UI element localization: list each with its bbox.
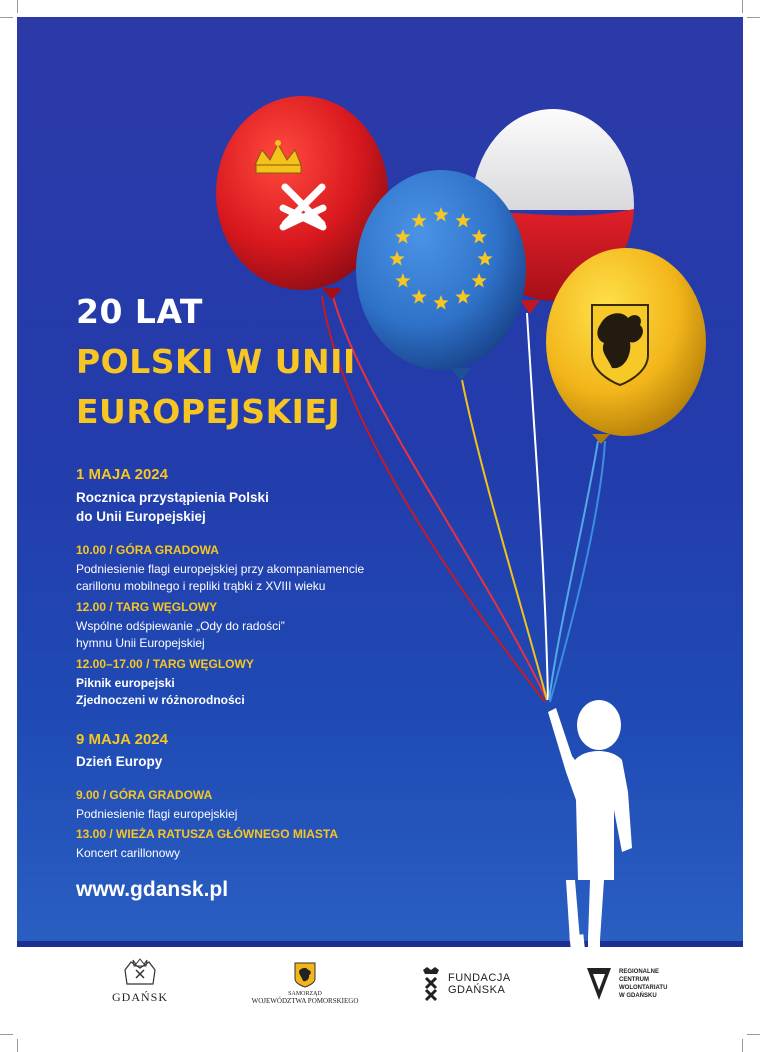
samorzad-logo-text: SAMORZĄD bbox=[288, 991, 322, 997]
schedule-description: hymnu Unii Europejskiej bbox=[76, 636, 205, 650]
fundacja-logo-text: GDAŃSKA bbox=[448, 984, 506, 996]
schedule-time: 10.00 / GÓRA GRADOWA bbox=[76, 543, 219, 557]
eu-flag-balloon bbox=[356, 170, 526, 381]
rcw-logo-text: REGIONALNE bbox=[619, 969, 660, 975]
schedule-description: Koncert carillonowy bbox=[76, 846, 181, 860]
fundacja-gdanska-icon bbox=[420, 966, 442, 1002]
website-link[interactable]: www.gdansk.pl bbox=[76, 878, 229, 901]
schedule-description: Piknik europejski bbox=[76, 676, 175, 690]
schedule-description: Podniesienie flagi europejskiej bbox=[76, 807, 238, 821]
gdansk-logo-text: GDAŃSK bbox=[111, 990, 168, 1004]
schedule-description: Podniesienie flagi europejskiej przy akompaniamencie bbox=[76, 562, 365, 576]
gdansk-logo bbox=[108, 958, 172, 1005]
event-date: 9 MAJA 2024 bbox=[76, 731, 168, 748]
rcw-icon bbox=[585, 966, 613, 1002]
child-silhouette bbox=[548, 700, 632, 949]
schedule-time: 12.00–17.00 / TARG WĘGLOWY bbox=[76, 657, 254, 671]
fundacja-gdanska-logo bbox=[420, 966, 511, 1002]
title-line-3: EUROPEJSKIEJ bbox=[76, 392, 341, 431]
event-date: 1 MAJA 2024 bbox=[76, 466, 168, 483]
rcw-logo-text: CENTRUM bbox=[619, 977, 649, 983]
event-subtitle: Dzień Europy bbox=[76, 754, 163, 769]
schedule-time: 9.00 / GÓRA GRADOWA bbox=[76, 788, 213, 802]
gdansk-crest-icon bbox=[117, 958, 163, 988]
schedule-description: Wspólne odśpiewanie „Ody do radości” bbox=[76, 619, 285, 633]
schedule-time: 13.00 / WIEŻA RATUSZA GŁÓWNEGO MIASTA bbox=[76, 827, 339, 841]
title-line-1: 20 LAT bbox=[76, 292, 203, 331]
schedule-description: Zjednoczeni w różnorodności bbox=[76, 693, 245, 707]
event-subtitle: do Unii Europejskiej bbox=[76, 509, 206, 524]
fundacja-logo-text: FUNDACJA bbox=[448, 972, 511, 984]
pomorskie-crest-balloon bbox=[546, 248, 706, 444]
rcw-logo-text: W GDAŃSKU bbox=[619, 993, 657, 999]
samorzad-logo bbox=[245, 962, 365, 1005]
samorzad-logo-text: WOJEWÓDZTWA POMORSKIEGO bbox=[251, 997, 359, 1005]
title-line-2: POLSKI W UNII bbox=[76, 342, 356, 381]
pomorskie-crest-icon bbox=[294, 962, 316, 988]
schedule-description: carillonu mobilnego i repliki trąbki z XVIII wieku bbox=[76, 579, 326, 593]
rcw-logo bbox=[585, 966, 667, 1002]
schedule-time: 12.00 / TARG WĘGLOWY bbox=[76, 600, 218, 614]
rcw-logo-text: WOLONTARIATU bbox=[619, 985, 668, 991]
sponsor-logos bbox=[0, 950, 760, 1030]
event-subtitle: Rocznica przystąpienia Polski bbox=[76, 490, 269, 505]
